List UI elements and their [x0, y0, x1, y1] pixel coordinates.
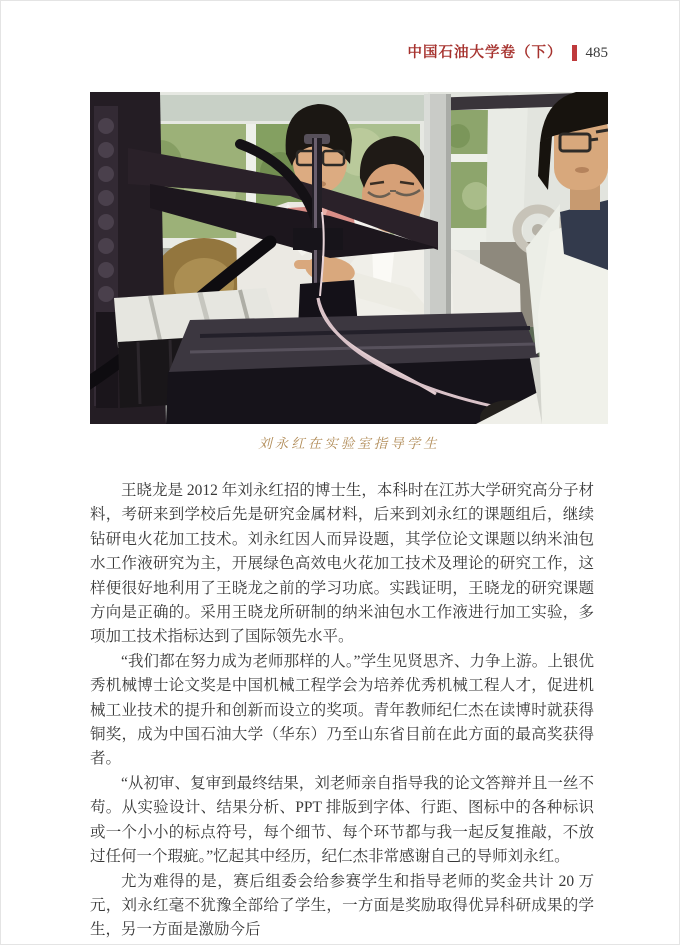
lab-photo: [90, 92, 608, 424]
paragraph-2: “我们都在努力成为老师那样的人。”学生见贤思齐、力争上游。上银优秀机械博士论文奖是中国机械工程学会为培养优秀机械工程人才，促进机械工业技术的提升和创新而设立的奖项。青年教师纪仁杰在读博时就获得铜奖，成为中国石油大学（华东）乃至山东省目前在此方面的最高奖获得者。: [90, 652, 594, 768]
header-title: 中国石油大学卷（下）: [407, 45, 563, 61]
photo-caption: 刘永红在实验室指导学生: [258, 436, 440, 451]
paragraph-3: “从初审、复审到最终结果，刘老师亲自指导我的论文答辩并且一丝不苟。从实验设计、结果分析、PPT 排版到字体、行距、图标中的各种标识或一个小小的标点符号，每个细节、每个环节都与我一起反复推敲，不放过任何一个瑕疵。”忆起其中经历，纪仁杰非常感谢自己的导师刘永红。: [90, 774, 594, 866]
lab-photo-illustration: [90, 92, 608, 424]
worktable: [166, 312, 542, 424]
header-divider-bar: [572, 45, 577, 61]
page-number: 485: [585, 45, 608, 61]
page-header: [408, 44, 609, 62]
paragraph-1: 王晓龙是 2012 年刘永红招的博士生，本科时在江苏大学研究高分子材料，考研来到学校后先是研究金属材料，后来到刘永红的课题组后，继续钻研电火花加工技术。刘永红因人而异设题，其学位论文课题以纳米油包水工作液研究为主，开展绿色高效电火花加工技术及理论的研究工作，这样便很好地利用了王晓龙之前的学习功底。实践证明，王晓龙的研究课题方向是正确的。采用王晓龙所研制的纳米油包水工作液进行加工实验，多项加工技术指标达到了国际领先水平。: [90, 482, 594, 646]
body-text: [90, 479, 594, 943]
paragraph-4: 尤为难得的是，赛后组委会给参赛学生和指导老师的奖金共计 20 万元，刘永红毫不犹豫全部给了学生，一方面是奖励取得优异科研成果的学生，另一方面是激励今后: [90, 872, 594, 939]
